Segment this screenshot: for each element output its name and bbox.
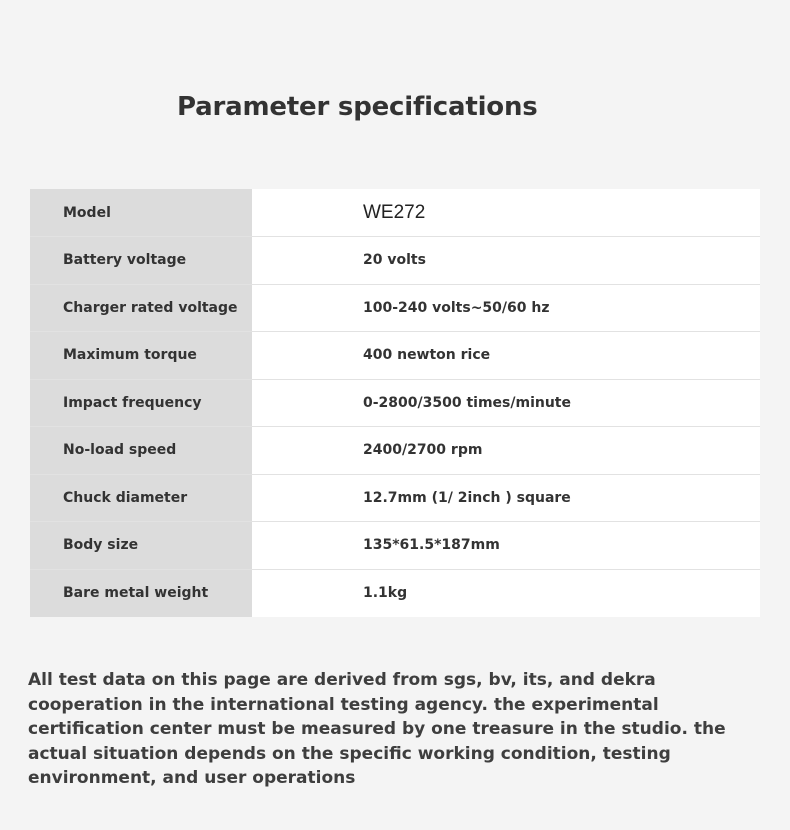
spec-label: Battery voltage <box>30 237 252 285</box>
spec-row-impact-frequency <box>30 379 760 427</box>
spec-value: 100-240 volts~50/60 hz <box>252 284 760 332</box>
spec-row-charger-rated-voltage <box>30 284 760 332</box>
spec-label: Impact frequency <box>30 379 252 427</box>
spec-value: 2400/2700 rpm <box>252 427 760 475</box>
spec-value: 0-2800/3500 times/minute <box>252 379 760 427</box>
disclaimer-text: All test data on this page are derived from sgs, bv, its, and dekra cooperation in the international testing agency. the experimental certification center must be measured by one treasure in the studio. the actual situation depends on the specific working condition, testing environment, and user operations <box>28 670 726 788</box>
spec-value: 12.7mm (1/ 2inch ) square <box>252 474 760 522</box>
spec-label: Body size <box>30 522 252 570</box>
spec-row-body-size <box>30 522 760 570</box>
spec-label: Maximum torque <box>30 332 252 380</box>
spec-label: Bare metal weight <box>30 569 252 617</box>
spec-label: Model <box>30 189 252 237</box>
spec-row-chuck-diameter <box>30 474 760 522</box>
spec-value: 20 volts <box>252 237 760 285</box>
page-title: Parameter specifications <box>177 92 538 122</box>
spec-row-bare-metal-weight <box>30 569 760 617</box>
spec-value: 400 newton rice <box>252 332 760 380</box>
spec-label: No-load speed <box>30 427 252 475</box>
spec-value: WE272 <box>252 189 760 237</box>
spec-value: 1.1kg <box>252 569 760 617</box>
spec-value: 135*61.5*187mm <box>252 522 760 570</box>
spec-row-maximum-torque <box>30 332 760 380</box>
spec-row-no-load-speed <box>30 427 760 475</box>
spec-label: Chuck diameter <box>30 474 252 522</box>
spec-row-battery-voltage <box>30 237 760 285</box>
spec-table <box>30 189 760 617</box>
spec-label: Charger rated voltage <box>30 284 252 332</box>
spec-row-model <box>30 189 760 237</box>
